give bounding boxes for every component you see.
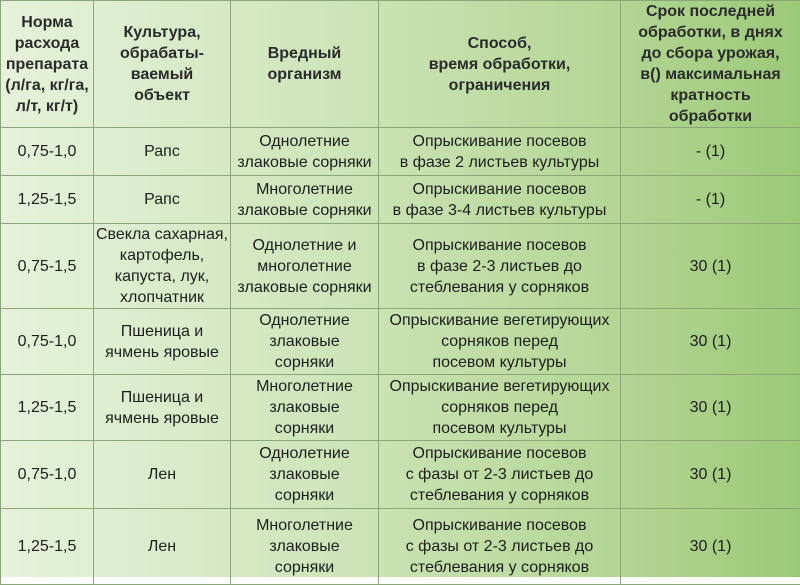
cell-pest: Однолетние злаковые сорняки xyxy=(231,128,379,176)
table-row xyxy=(1,509,800,585)
cell-method: Опрыскивание вегетирующих сорняков перед посевом культуры xyxy=(379,375,621,441)
cell-pest: Однолетние злаковые сорняки xyxy=(231,309,379,375)
cell-method: Опрыскивание вегетирующих сорняков перед посевом культуры xyxy=(379,309,621,375)
table-row xyxy=(1,441,800,509)
header-method: Способ, время обработки, ограничения xyxy=(379,1,621,128)
cell-method: Опрыскивание посевов с фазы от 2-3 листьев до стеблевания у сорняков xyxy=(379,509,621,585)
cell-crop: Рапс xyxy=(94,128,231,176)
cell-dose: 0,75-1,5 xyxy=(1,224,94,309)
cell-pest: Многолетние злаковые сорняки xyxy=(231,375,379,441)
cell-pest: Многолетние злаковые сорняки xyxy=(231,176,379,224)
cell-method: Опрыскивание посевов в фазе 3-4 листьев культуры xyxy=(379,176,621,224)
table-row xyxy=(1,224,800,309)
cell-term: 30 (1) xyxy=(621,375,800,441)
table-row xyxy=(1,375,800,441)
cell-pest: Многолетние злаковые сорняки xyxy=(231,509,379,585)
header-dose-rate: Норма расхода препарата (л/га, кг/га, л/т, кг/т) xyxy=(1,1,94,128)
cell-pest: Однолетние и многолетние злаковые сорняки xyxy=(231,224,379,309)
cell-dose: 1,25-1,5 xyxy=(1,509,94,585)
cell-dose: 0,75-1,0 xyxy=(1,441,94,509)
cell-dose: 0,75-1,0 xyxy=(1,128,94,176)
cell-term: 30 (1) xyxy=(621,441,800,509)
cell-term: 30 (1) xyxy=(621,224,800,309)
header-crop: Культура, обрабаты- ваемый объект xyxy=(94,1,231,128)
cell-dose: 1,25-1,5 xyxy=(1,375,94,441)
cell-term: - (1) xyxy=(621,128,800,176)
cell-method: Опрыскивание посевов в фазе 2-3 листьев до стеблевания у сорняков xyxy=(379,224,621,309)
cell-term: - (1) xyxy=(621,176,800,224)
cell-crop: Пшеница и ячмень яровые xyxy=(94,375,231,441)
cell-crop: Пшеница и ячмень яровые xyxy=(94,309,231,375)
table-row xyxy=(1,176,800,224)
cell-dose: 0,75-1,0 xyxy=(1,309,94,375)
cell-crop: Свекла сахарная, картофель, капуста, лук, хлопчатник xyxy=(94,224,231,309)
cell-dose: 1,25-1,5 xyxy=(1,176,94,224)
table-row xyxy=(1,128,800,176)
cell-method: Опрыскивание посевов с фазы от 2-3 листьев до стеблевания у сорняков xyxy=(379,441,621,509)
header-last-treatment: Срок последней обработки, в днях до сбора урожая, в() максимальная кратность обработки xyxy=(621,1,800,128)
cell-crop: Рапс xyxy=(94,176,231,224)
table-row xyxy=(1,309,800,375)
cell-pest: Однолетние злаковые сорняки xyxy=(231,441,379,509)
cell-method: Опрыскивание посевов в фазе 2 листьев культуры xyxy=(379,128,621,176)
cell-term: 30 (1) xyxy=(621,509,800,585)
cell-term: 30 (1) xyxy=(621,309,800,375)
cell-crop: Лен xyxy=(94,509,231,585)
cell-crop: Лен xyxy=(94,441,231,509)
header-pest: Вредный организм xyxy=(231,1,379,128)
header-row xyxy=(1,1,800,128)
